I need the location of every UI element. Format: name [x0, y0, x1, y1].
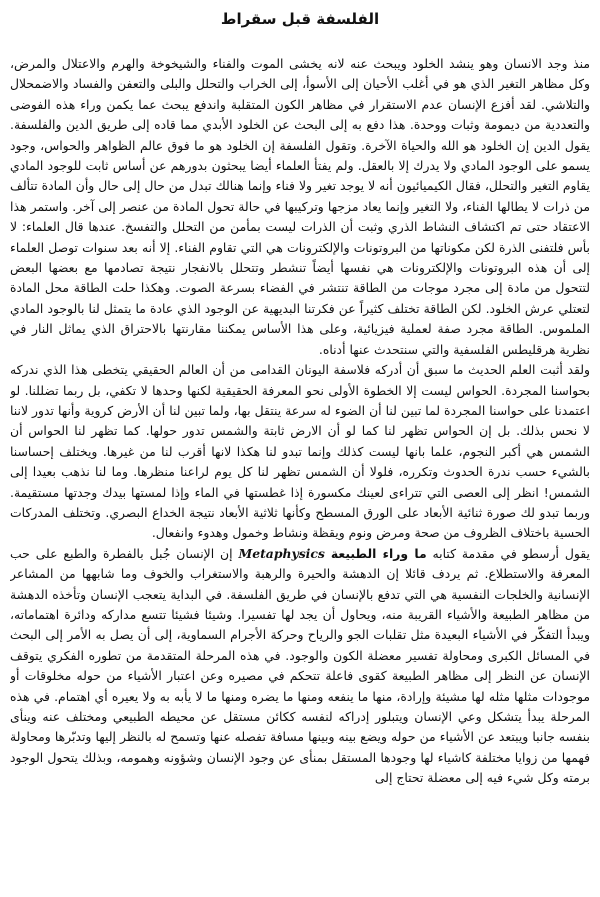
document-page [10, 8, 590, 892]
paragraph-1: منذ وجد الانسان وهو ينشد الخلود ويبحث عنه لانه يخشى الموت والفناء والشيخوخة والهرم والاعتلال والمرض، وكل مظاهر التغير الذي هو في أغلب الأحيان إلى الأسوأ، إلى الخراب والتحلل والبلى والتعفن والفساد والاضمحلال والتلاشي. لقد أفزع الإنسان عدم الاستقرار في مظاهر الكون المتقلبة واندفع يبحث عما يكمن وراء هذه الفوضى والتعددية من ديمومة وثبات ووحدة. هذا دفع به إلى البحث عن الخلود الأبدي مما قاده إلى طريق الدين والفلسفة. يقول الدين إن الخلود هو الله والحياة الآخرة. وتقول الفلسفة إن الخلود هو ما فوق عالم الظواهر والحواس، وجود يسمو على الوجود المادي ولا يدرك إلا بالعقل. ولم يفتأ العلماء أيضا يبحثون بدورهم عن أساس ثابت للوجود المادي يقاوم التغير والتحلل، فقال الكيميائيون أنه لا يوجد تغير ولا فناء وإنما هنالك تبدل من حال إلى حال وأن المادة تتألف من ذرات لا يطالها الفناء، ولا التغير وإنما يعاد مزجها وتركيبها في حالة تحول المادة من عنصر إلى آخر. واستمر هذا الاعتقاد حتى تم اكتشاف النشاط الذري وثبت أن الذرات ليست بمأمن من التحلل والتفسخ. عندها قال العلماء: لا بأس فلتفنى الذرة لكن مكوناتها من البروتونات والإلكترونات هي التي تقاوم الفناء. إلا أنه بعد سنوات توصل العلماء إلى أن هذه البروتونات والإلكترونات هي نفسها أيضاً تنشطر وتتحلل بالانفجار نتيجة تصادمها مع بعضها البعض لتتحول من مادة إلى مجرد موجات من الطاقة تنتشر في الفضاء بسرعة الصوت. وهكذا حلت الطاقة محل المادة لتعتلي عرش الخلود. لكن الطاقة تختلف كثيراً عن فكرتنا البديهية عن الوجود الذي عادة ما يتمثل لنا بالوجود المادي الملموس. الطاقة مجرد صفة لعملية فيزيائية، وعلى هذا الأساس يمكننا مقارنتها بالاحتراق الذي يماثل النار في نظرية هرقليطس الفلسفية والتي سنتحدث عنها أدناه. [10, 56, 590, 357]
latin-term: Metaphysics [238, 545, 325, 561]
bold-term: ما وراء الطبيعة [330, 545, 427, 561]
paragraph-2: ولقد أثبت العلم الحديث ما سبق أن أدركه فلاسفة اليونان القدامى من أن العالم الحقيقي يتخطى هذا الذي ندركه بحواسنا المجردة. الحواس ليست إلا الخطوة الأولى نحو المعرفة الحقيقية لكنها وحدها لا تكفي، بل ربما تضللنا. لو اعتمدنا على حواسنا المجردة لما تبين لنا أن الضوء له سرعة ينتقل بها، ولما تبين لنا أن الأرض كروية وأنها تدور لاننا لا نحس بذلك. بل إن الحواس تظهر لنا كما لو أن الارض ثابتة والشمس تدور حولها. كما تظهر لنا الحواس أن الشمس هي أكبر النجوم، علما بانها ليست كذلك وإنما تبدو لنا هكذا لانها أقرب لنا من غيرها. ويختلف إحساسنا بالشيء حسب ندرة الحدوث وتكرره، فلولا أن الشمس تظهر لنا كل يوم لراعنا منظرها. وما لنا نذهب بعيدا إلى الشمس! انظر إلى العصى التي تتراءى لعينك مكسورة إذا غطستها في الماء وإذا لمستها بيدك وجدتها مستقيمة. وربما تبدو لك صورة ثنائية الأبعاد على الورق المسطح وكأنها ثلاثية الأبعاد نتيجة الخداع البصري. وتختلف المدركات الحسية باختلاف الظروف من صحة ومرض ونوم ويقظة ونشاط وخمول وهدوء وانفعال. [10, 362, 590, 541]
paragraph-3-text: يقول أرسطو في مقدمة كتابه ما وراء الطبيعة Metaphysics إن الإنسان جُبل بالفطرة والطبع على حب المعرفة والاستطلاع. ثم يردف قائلا إن الدهشة والحيرة والرهبة والاستغراب والخوف وما شابهها من المشاعر الإنسانية والخلجات النفسية هي التي تدفع بالإنسان في طريق الفلسفة. في البداية يتعجب الإنسان وتأخذه الدهشة من مظاهر الطبيعة والأشياء القريبة منه، ويحاول أن يجد لها تفسيرا. وشيئا فشيئا تتسع مداركه ودائرة اهتماماته، ويبدأ التفكّر في الأشياء البعيدة مثل تقلبات الجو والرياح وحركة الأجرام السماوية، إلى أن يصل به الأمر إلى البحث في المسائل الكبرى ومحاولة تفسير معضلة الكون والوجود. في هذه المرحلة المتقدمة من تطوره الفكري يتوقف الإنسان عن النظر إلى مظاهر الطبيعة كقوى فاعلة تتحكم في مصيره وعن اعتبار الأشياء من حوله مخلوقات أو موجودات مثلها مثله لها مشيئة وإرادة، منها ما ينفعه ومنها ما يضره ومنها ما لا يأبه به ولا يعيره أي اهتمام. في هذه المرحلة يبدأ يتشكل وعي الإنسان ويتبلور إدراكه لنفسه ككائن مستقل عن محيطه الطبيعي ومختلف عنه وينأى بنفسه جانبا ويبتعد عن الأشياء من حوله ويضع بينه وبينها مسافة تفصله عنها وتسمح له بالنظر إليها وتدبّرها ومحاولة فهمها من زوايا مختلفة كاشياء لها وجودها المستقل بمنأى عن وجود الإنسان وشؤونه وهمومه، وبذلك يتحول الوجود برمته وكل شيء فيه إلى معضلة تحتاج إلى [10, 545, 590, 786]
page-title: الفلسفة قبل سقراط [220, 10, 380, 28]
paragraph-3 [10, 544, 590, 789]
